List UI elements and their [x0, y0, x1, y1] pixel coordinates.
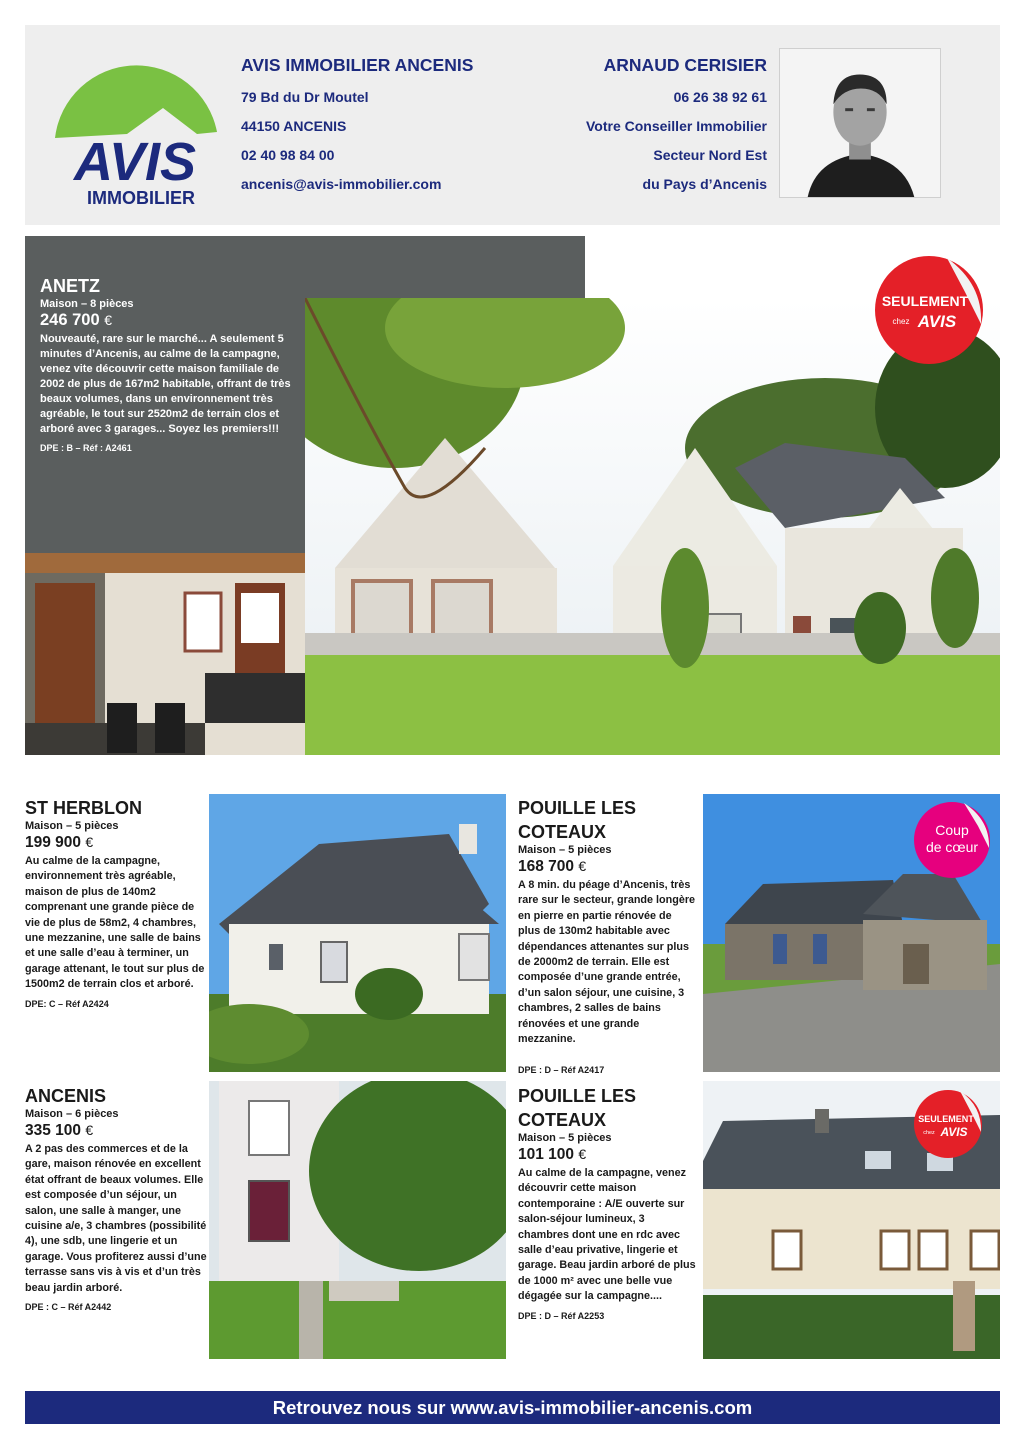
listing-description: A 2 pas des commerces et de la gare, maison rénovée en excellent état offrant de beaux volumes. Elle est composée d’un séjour, un salon, une salle à manger, une cuisine a/e, 3 chambres (possibilité 4), une sdb, une lingerie et un garage. Vous profiterez aussi d’une terrasse sans vis à vis et d’un très beau jardin arboré. [25, 1143, 207, 1294]
agent-title: Votre Conseiller Immobilier [585, 118, 767, 134]
agency-city: 44150 ANCENIS [241, 118, 347, 134]
agent-portrait [779, 48, 941, 198]
avis-logo[interactable] [47, 50, 227, 210]
badge-line-1: SEULEMENT [918, 1114, 974, 1124]
listing-st-herblon[interactable] [25, 796, 210, 1009]
listing-photo-ancenis[interactable] [209, 1081, 506, 1359]
logo-brand: AVIS [73, 132, 197, 192]
listing-city-2: COTEAUX [518, 822, 607, 842]
listing-ref: DPE : C – Réf A2442 [25, 1302, 112, 1313]
coup-de-coeur-badge [912, 800, 992, 880]
badge-line-1: SEULEMENT [881, 293, 969, 309]
seulement-chez-avis-badge-small [912, 1088, 984, 1160]
logo-sub: IMMOBILIER [87, 188, 195, 208]
badge-line-2: de cœur [925, 839, 979, 855]
listing-ref: DPE : D – Réf A2253 [518, 1310, 605, 1321]
featured-panel-extension [305, 236, 585, 298]
listing-type: Maison – 5 pièces [518, 1132, 612, 1144]
listing-city: ANCENIS [25, 1086, 107, 1106]
listing-type: Maison – 6 pièces [25, 1108, 119, 1120]
agent-phone[interactable]: 06 26 38 92 61 [673, 89, 767, 105]
listing-ancenis[interactable] [25, 1084, 210, 1312]
agency-email[interactable]: ancenis@avis-immobilier.com [241, 176, 442, 192]
agency-header [25, 25, 1000, 225]
agency-name: AVIS IMMOBILIER ANCENIS [241, 55, 474, 75]
badge-line-2: chez [923, 1130, 935, 1136]
featured-interior-photo[interactable] [25, 553, 305, 755]
badge-line-1: Coup [935, 822, 969, 838]
agent-sector-2: du Pays d’Ancenis [642, 176, 767, 192]
listing-type: Maison – 5 pièces [518, 844, 612, 856]
listing-pouille-2[interactable] [518, 1084, 696, 1321]
listing-pouille-1[interactable] [518, 796, 696, 1075]
listing-price: 101 100 € [518, 1146, 587, 1163]
listing-city-2: COTEAUX [518, 1110, 607, 1130]
badge-brand: AVIS [940, 1125, 968, 1139]
agent-sector-1: Secteur Nord Est [653, 147, 767, 163]
agent-contact [447, 55, 767, 205]
listing-description: A 8 min. du péage d’Ancenis, très rare sur le secteur, grande longère en pierre en partie rénovée de plus de 130m2 habitable avec dépendances attenantes sur plus de 2000m2 de terrain. Elle est composée d’une grande entrée, d’un salon séjour, une cuisine, 3 chambres, 2 salles de bains rénovées et une grande mezzanine. [518, 879, 696, 1046]
featured-type: Maison – 8 pièces [40, 298, 134, 310]
listing-city-1: POUILLE LES [518, 798, 637, 818]
listing-description: Au calme de la campagne, environnement très agréable, maison de plus de 140m2 comprenant une grande pièce de vie de plus de 58m2, 4 chambres, une mezzanine, une salle de bains et une salle d’eau à terminer, un garage attenant, le tout sur plus de 1500m2 de terrain clos et arboré. [25, 855, 205, 991]
agent-name: ARNAUD CERISIER [603, 55, 767, 75]
featured-description: Nouveauté, rare sur le marché... A seulement 5 minutes d’Ancenis, au calme de la campagne, venez vite découvrir cette maison familiale de 2002 de plus de 167m2 habitable, offrant de très beaux volumes, dans un environnement très agréable, le tout sur 2520m2 de terrain clos et arboré avec 3 garages... Soyez les premiers!!! [40, 333, 291, 435]
listing-ref: DPE: C – Réf A2424 [25, 998, 109, 1009]
featured-price: 246 700 € [40, 311, 113, 329]
featured-listing[interactable] [25, 236, 1000, 755]
listing-price: 168 700 € [518, 858, 587, 875]
listing-type: Maison – 5 pièces [25, 820, 119, 832]
listing-city: ST HERBLON [25, 798, 142, 818]
website-footer[interactable]: Retrouvez nous sur www.avis-immobilier-ancenis.com [25, 1391, 1000, 1424]
listing-description: Au calme de la campagne, venez découvrir cette maison contemporaine : A/E ouverte sur salon-séjour lumineux, 3 chambres dont une en rdc avec salle d’eau privative, lingerie et garage. Beau jardin arboré de plus de 1000 m² avec une belle vue dégagée sur la campagne.... [518, 1167, 696, 1303]
agency-phone[interactable]: 02 40 98 84 00 [241, 147, 335, 163]
badge-line-2: chez [892, 317, 910, 326]
listing-ref: DPE : D – Réf A2417 [518, 1065, 605, 1076]
featured-city: ANETZ [40, 276, 100, 296]
listing-city-1: POUILLE LES [518, 1086, 637, 1106]
listing-photo-st-herblon[interactable] [209, 794, 506, 1072]
agency-address: 79 Bd du Dr Moutel [241, 89, 369, 105]
featured-text-panel [25, 236, 305, 553]
badge-brand: AVIS [917, 312, 957, 331]
logo-green-arc [55, 65, 217, 138]
listing-price: 335 100 € [25, 1122, 94, 1139]
seulement-chez-avis-badge [873, 254, 985, 366]
featured-ref: DPE : B – Réf : A2461 [40, 443, 132, 453]
listing-price: 199 900 € [25, 834, 94, 851]
featured-house-photo[interactable] [305, 298, 1000, 755]
